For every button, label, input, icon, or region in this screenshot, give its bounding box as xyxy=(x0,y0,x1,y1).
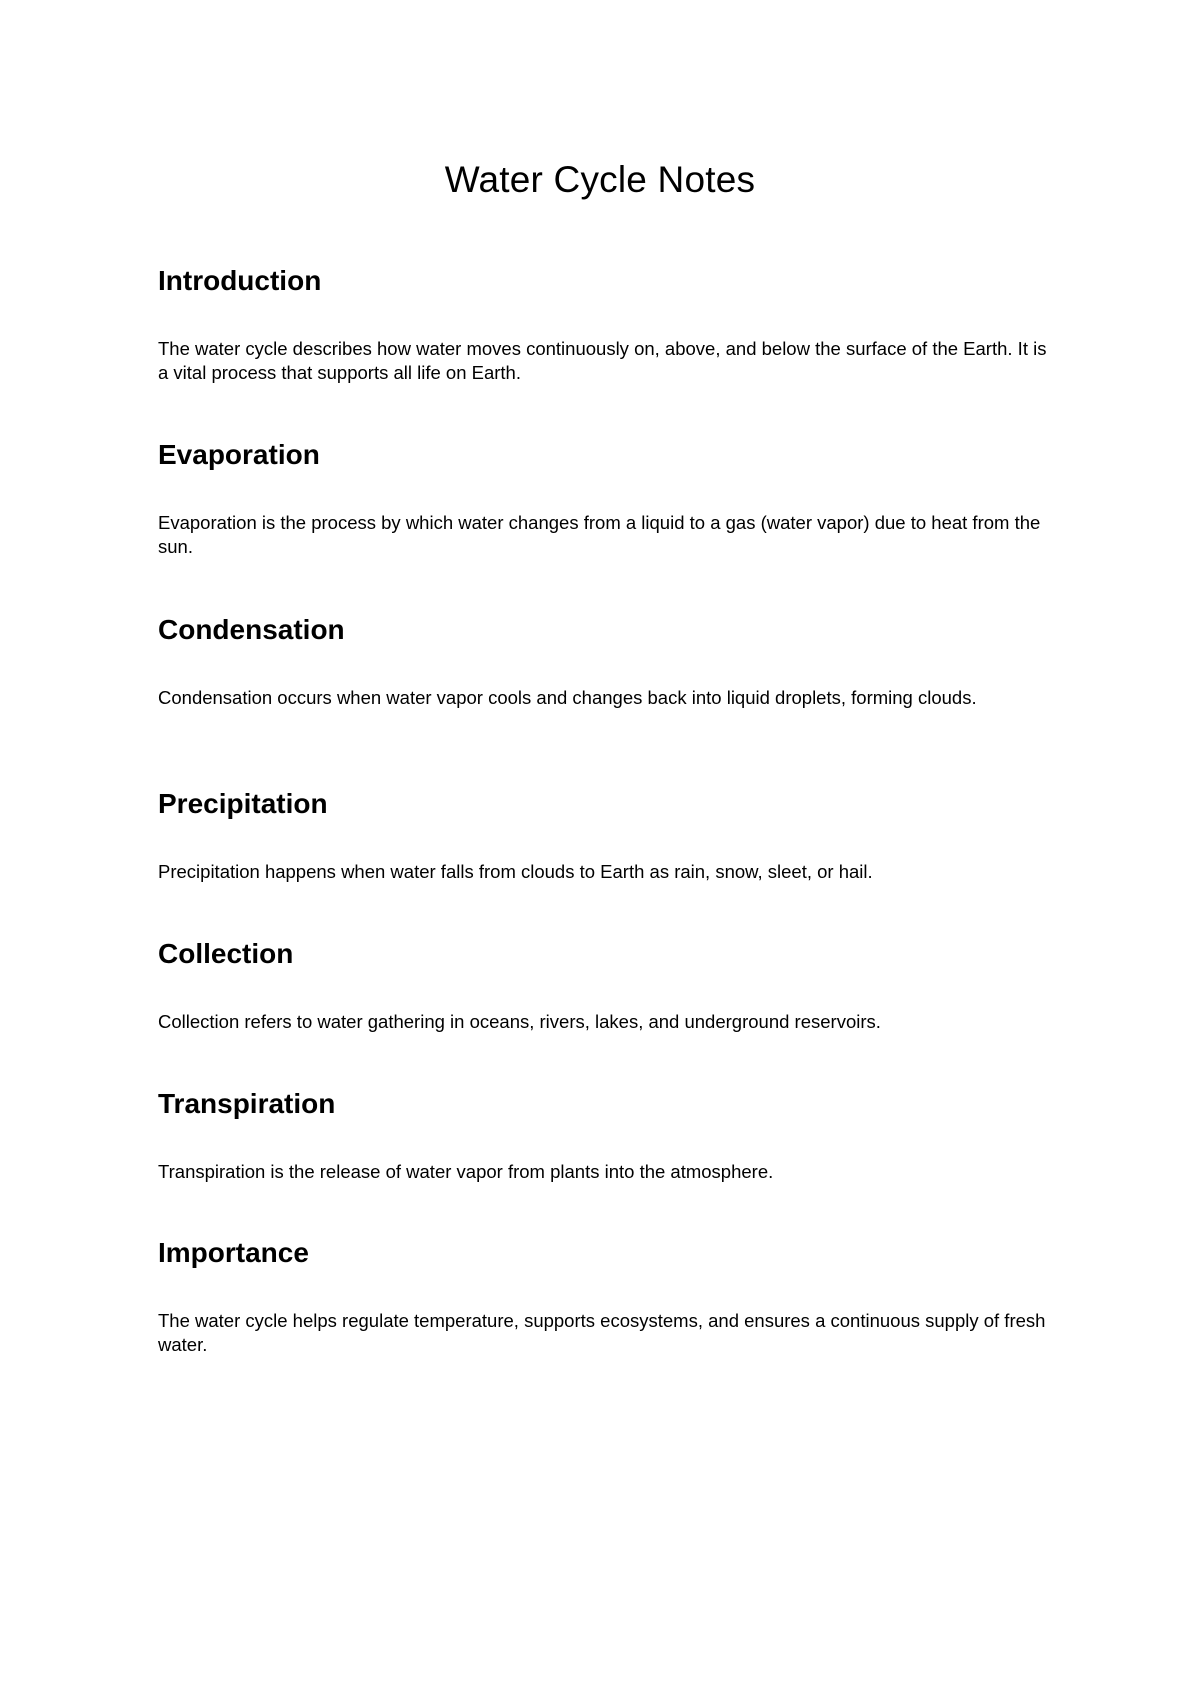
section-body: The water cycle describes how water moves continuously on, above, and below the surface of the Earth. It is a vital process that supports all life on Earth. xyxy=(158,338,1047,383)
section-transpiration xyxy=(158,1087,1058,1184)
section-body: Evaporation is the process by which water changes from a liquid to a gas (water vapor) due to heat from the sun. xyxy=(158,512,1041,557)
section-evaporation xyxy=(158,438,1058,559)
section-precipitation xyxy=(158,787,1058,884)
section-body: Condensation occurs when water vapor cools and changes back into liquid droplets, forming clouds. xyxy=(158,687,977,708)
section-heading: Introduction xyxy=(158,265,322,296)
section-heading: Importance xyxy=(158,1237,309,1268)
section-body: Collection refers to water gathering in oceans, rivers, lakes, and underground reservoirs. xyxy=(158,1011,881,1032)
section-importance xyxy=(158,1236,1058,1357)
document-title: Water Cycle Notes xyxy=(444,159,756,200)
section-heading: Collection xyxy=(158,938,294,969)
section-body: Transpiration is the release of water vapor from plants into the atmosphere. xyxy=(158,1161,774,1182)
section-collection xyxy=(158,937,1058,1034)
section-heading: Evaporation xyxy=(158,439,320,470)
section-heading: Transpiration xyxy=(158,1088,336,1119)
section-body: The water cycle helps regulate temperature, supports ecosystems, and ensures a continuous supply of fresh water. xyxy=(158,1310,1046,1355)
section-heading: Condensation xyxy=(158,614,345,645)
section-introduction xyxy=(158,264,1058,385)
section-heading: Precipitation xyxy=(158,788,328,819)
section-condensation xyxy=(158,613,1058,710)
section-body: Precipitation happens when water falls from clouds to Earth as rain, snow, sleet, or hail. xyxy=(158,861,873,882)
